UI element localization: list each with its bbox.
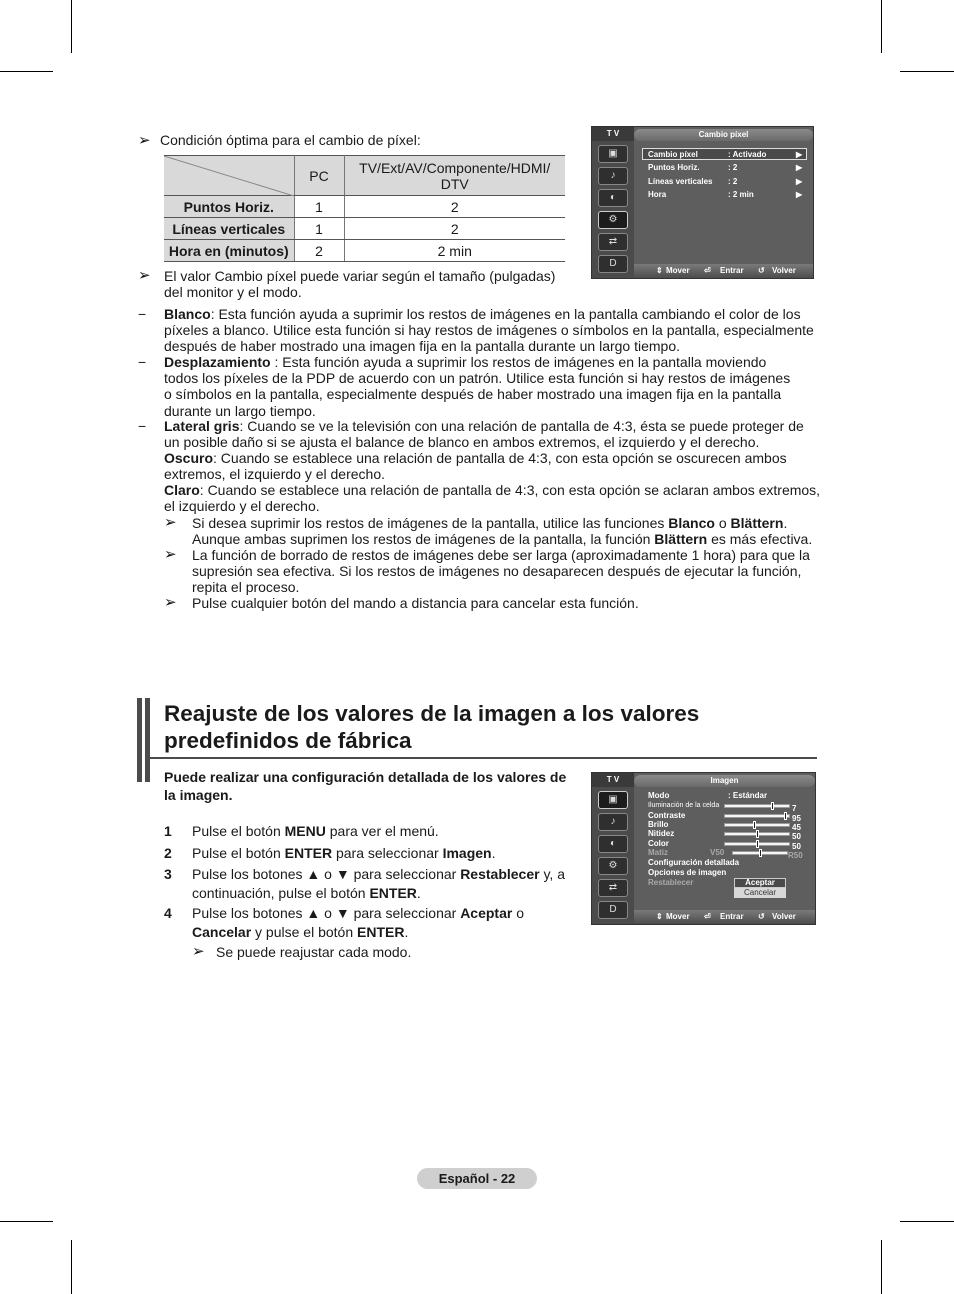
move-icon: ⇕ (656, 912, 663, 921)
triangle-right-icon: ▶ (796, 163, 803, 172)
slider-knob (753, 821, 756, 829)
desc-blanco: − Blanco: Esta función ayuda a suprimir los restos de imágenes en la pantalla cambiando el color de los píxeles a blanco. Utilice esta función si hay restos de imágenes o símbolos en la pantalla, especialmente después de haber mostrado una imagen fija en la pantalla durante un largo tiempo. (138, 306, 814, 355)
osd-slider-track[interactable] (724, 814, 790, 818)
dash-bullet: − (138, 306, 147, 322)
matiz-right-value: R50 (788, 851, 803, 860)
diagonal-line-icon (164, 156, 294, 196)
table-row-header: Líneas verticales (164, 218, 294, 240)
setup-gear-icon[interactable]: ⚙ (598, 211, 628, 229)
picture-icon[interactable]: ▣ (598, 791, 628, 809)
note-variation: ➢ El valor Cambio píxel puede variar según el tamaño (pulgadas) del monitor y el modo. (138, 267, 556, 301)
table-cell: 1 (294, 196, 344, 218)
title-bar-decoration (145, 698, 150, 782)
move-icon: ⇕ (656, 266, 663, 275)
note-blattern: ➢ Si desea suprimir los restos de imágenes de la pantalla, utilice las funciones Blanco o Blättern. Aunque ambas suprimen los restos de imágenes de la pantalla, la función Blättern es más efectiva. (164, 514, 813, 548)
page-number: Español - 22 (417, 1168, 537, 1189)
section-intro: Puede realizar una configuración detallada de los valores de la imagen. (164, 769, 567, 803)
osd-opciones-imagen[interactable]: Opciones de imagen (648, 868, 727, 877)
osd-slider-value: 7 (792, 804, 797, 813)
osd-slider-value: 50 (792, 842, 801, 851)
table-cell: 2 (344, 196, 565, 218)
crop-mark (881, 1240, 882, 1294)
osd-menu-item[interactable]: Líneas verticales : 2 ▶ (648, 177, 803, 186)
table-cell: 2 (294, 240, 344, 262)
arrow-icon: ➢ (138, 132, 151, 149)
osd-imagen (591, 772, 816, 925)
osd-slider-track[interactable] (724, 823, 790, 827)
step-3: 3 Pulse los botones ▲ o ▼ para seleccionar Restablecer y, a continuación, pulse el botón ENTER. (164, 866, 565, 901)
note-cancel: ➢ Pulse cualquier botón del mando a distancia para cancelar esta función. (164, 594, 639, 611)
aceptar-option[interactable]: Aceptar (734, 878, 786, 888)
crop-mark (0, 1221, 53, 1222)
osd-slider-value: 45 (792, 823, 801, 832)
input-icon[interactable]: ⇄ (598, 233, 628, 251)
digital-icon[interactable]: D (598, 901, 628, 919)
osd-menu-item[interactable]: Cambio píxel : Activado ▶ (648, 150, 803, 159)
osd-config-detallada[interactable]: Configuración detallada (648, 858, 740, 867)
table-row (164, 218, 565, 240)
triangle-right-icon: ▶ (796, 177, 803, 186)
desc-desplazamiento: − Desplazamiento : Esta función ayuda a suprimir los restos de imágenes en la pantalla moviendo todos los píxeles de la PDP de acuerdo con un patrón. Utilice esta función si hay restos de imágenes o símbolos en la pantalla, especialmente después de haber mostrado una imagen fija en la pantalla durante un largo tiempo. (138, 354, 791, 419)
table-corner-cell (164, 156, 294, 196)
osd-cambio-pixel (591, 126, 814, 279)
table-cell: 1 (294, 218, 344, 240)
crop-mark (900, 71, 954, 72)
arrow-icon: ➢ (164, 546, 177, 563)
triangle-right-icon: ▶ (796, 150, 803, 159)
osd-slider-track[interactable] (724, 842, 790, 846)
step-2: 2 Pulse el botón ENTER para seleccionar Imagen. (164, 845, 496, 861)
table-cell: 2 (344, 218, 565, 240)
osd-footer: ⇕ Mover ⏎ Entrar ↺ Volver (634, 264, 813, 278)
slider-knob (771, 802, 774, 810)
osd-matiz-row[interactable]: Matiz V50 (648, 848, 725, 857)
desc-claro: Claro: Cuando se establece una relación de pantalla de 4:3, con esta opción se aclaran ambos extremos, el izquierdo y el derecho. (164, 482, 821, 515)
step-1: 1 Pulse el botón MENU para ver el menú. (164, 823, 439, 839)
osd-slider-label[interactable]: Iluminación de la celda (648, 802, 720, 809)
dash-bullet: − (138, 418, 147, 434)
osd-slider-track[interactable] (724, 804, 790, 808)
enter-icon: ⏎ (704, 912, 711, 921)
arrow-icon: ➢ (164, 514, 177, 531)
slider-knob (784, 812, 787, 820)
table-row (164, 240, 565, 262)
table-row-header: Puntos Horiz. (164, 196, 294, 218)
enter-icon: ⏎ (704, 266, 711, 275)
table-header-row (164, 156, 565, 196)
osd-slider-track[interactable] (724, 832, 790, 836)
osd-slider-label[interactable]: Contraste (648, 811, 686, 820)
slider-knob (756, 830, 759, 838)
table-row-header: Hora en (minutos) (164, 240, 294, 262)
arrow-icon: ➢ (138, 267, 151, 284)
return-icon: ↺ (758, 266, 765, 275)
section-title: Reajuste de los valores de la imagen a los valores predefinidos de fábrica (164, 701, 700, 753)
desc-lateral-gris: − Lateral gris: Cuando se ve la televisión con una relación de pantalla de 4:3, ésta se puede proteger de un posible daño si se ajusta el balance de blanco en ambos extremos, el izquierdo y el derecho. (138, 418, 804, 451)
matiz-slider[interactable] (732, 851, 788, 855)
osd-restablecer[interactable]: Restablecer (648, 878, 694, 887)
table-row (164, 196, 565, 218)
osd-slider-label[interactable]: Brillo (648, 820, 669, 829)
osd-slider-label[interactable]: Nitidez (648, 829, 675, 838)
crop-mark (881, 0, 882, 53)
digital-icon[interactable]: D (598, 255, 628, 273)
condition-table (164, 155, 565, 262)
crop-mark (71, 0, 72, 53)
osd-tv-label: T V (592, 773, 634, 787)
arrow-icon: ➢ (164, 594, 177, 611)
title-underline (150, 757, 817, 759)
channel-icon[interactable]: ◐ (598, 189, 628, 207)
note-duration: ➢ La función de borrado de restos de imágenes debe ser larga (aproximadamente 1 hora) para que la supresión sea efectiva. Si los restos de imágenes no desaparecen después de ejecutar la función, repita el proceso. (164, 546, 810, 596)
arrow-icon: ➢ (192, 943, 205, 960)
osd-title: Imagen (634, 775, 815, 787)
osd-modo-row[interactable]: Modo : Estándar (648, 791, 768, 800)
title-bar-decoration (137, 698, 142, 782)
return-icon: ↺ (758, 912, 765, 921)
crop-mark (0, 71, 53, 72)
table-cell: 2 min (344, 240, 565, 262)
crop-mark (900, 1221, 954, 1222)
osd-title: Cambio píxel (634, 129, 813, 141)
channel-icon[interactable]: ◐ (598, 835, 628, 853)
dash-bullet: − (138, 354, 147, 370)
note-reset-mode: ➢ Se puede reajustar cada modo. (192, 943, 412, 960)
picture-icon[interactable]: ▣ (598, 145, 628, 163)
slider-knob (759, 849, 762, 857)
osd-slider-value: 50 (792, 832, 801, 841)
osd-tv-label: T V (592, 127, 634, 141)
triangle-right-icon: ▶ (796, 190, 803, 199)
note-optimal: ➢ Condición óptima para el cambio de píxel: (138, 132, 421, 149)
osd-slider-value: 95 (792, 814, 801, 823)
sound-icon[interactable]: ♪ (598, 813, 628, 831)
osd-slider-label[interactable]: Color (648, 839, 669, 848)
osd-footer: ⇕ Mover ⏎ Entrar ↺ Volver (634, 910, 815, 924)
crop-mark (71, 1240, 72, 1294)
cancelar-option[interactable]: Cancelar (734, 888, 786, 898)
input-icon[interactable]: ⇄ (598, 879, 628, 897)
table-header-cell: PC (294, 156, 344, 196)
sound-icon[interactable]: ♪ (598, 167, 628, 185)
slider-knob (756, 840, 759, 848)
setup-gear-icon[interactable]: ⚙ (598, 857, 628, 875)
desc-oscuro: Oscuro: Cuando se establece una relación de pantalla de 4:3, con esta opción se oscurecen ambos extremos, el izquierdo y el derecho. (164, 450, 787, 483)
osd-menu-item[interactable]: Hora : 2 min ▶ (648, 190, 803, 199)
step-4: 4 Pulse los botones ▲ o ▼ para seleccionar Aceptar o Cancelar y pulse el botón ENTER. (164, 905, 525, 940)
osd-menu-item[interactable]: Puntos Horiz. : 2 ▶ (648, 163, 803, 172)
table-header-cell: TV/Ext/AV/Componente/HDMI/ DTV (344, 156, 565, 196)
